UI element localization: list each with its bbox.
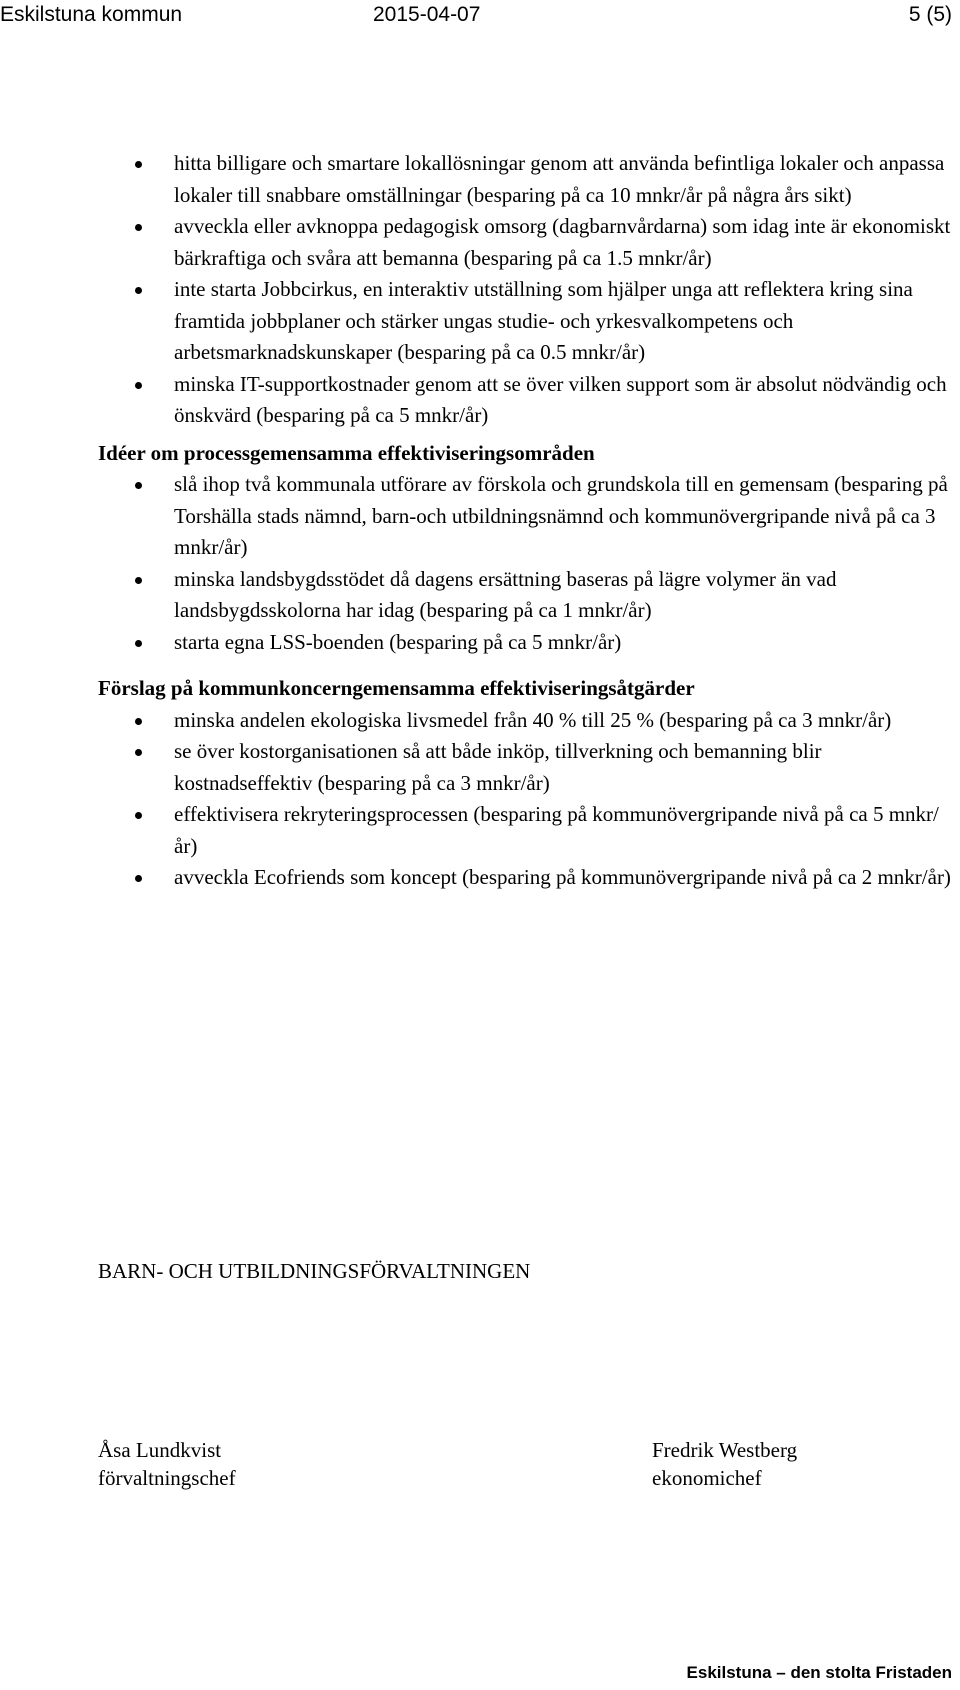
list-item: inte starta Jobbcirkus, en interaktiv utställning som hjälper unga att reflektera kring sina framtida jobbplaner och stärker ungas studie- och yrkesvalkompetens och arbetsmarknadskunskaper (besparing på ca 0.5 mnkr/år) <box>98 274 960 369</box>
list-item: minska landsbygdsstödet då dagens ersättning baseras på lägre volymer än vad landsbygdsskolorna har idag (besparing på ca 1 mnkr/år) <box>98 564 960 627</box>
header-page-number: 5 (5) <box>908 3 952 26</box>
signature-block-left <box>98 1436 236 1492</box>
list-item: slå ihop två kommunala utförare av förskola och grundskola till en gemensam (besparing på Torshälla stads nämnd, barn-och utbildningsnämnd och kommunövergripande nivå på ca 3 mnkr/år) <box>98 469 960 564</box>
signatory-name: Åsa Lundkvist <box>98 1438 222 1462</box>
header-organization: Eskilstuna kommun <box>0 3 183 26</box>
intro-bullet-list <box>98 148 960 432</box>
list-item: hitta billigare och smartare lokallösningar genom att använda befintliga lokaler och anpassa lokaler till snabbare omställningar (besparing på ca 10 mnkr/år på några års sikt) <box>98 148 960 211</box>
signatory-name: Fredrik Westberg <box>652 1438 798 1462</box>
signatory-title: ekonomichef <box>652 1466 762 1490</box>
header-date: 2015-04-07 <box>373 3 481 26</box>
document-body <box>98 148 960 894</box>
signatory-title: förvaltningschef <box>98 1466 236 1490</box>
list-item: se över kostorganisationen så att både inköp, tillverkning och bemanning blir kostnadseffektiv (besparing på ca 3 mnkr/år) <box>98 736 960 799</box>
list-item: avveckla eller avknoppa pedagogisk omsorg (dagbarnvårdarna) som idag inte är ekonomiskt bärkraftiga och svåra att bemanna (besparing på ca 1.5 mnkr/år) <box>98 211 960 274</box>
department-name: BARN- OCH UTBILDNINGSFÖRVALTNINGEN <box>98 1259 531 1283</box>
list-item: minska andelen ekologiska livsmedel från 40 % till 25 % (besparing på ca 3 mnkr/år) <box>98 705 960 737</box>
list-item: minska IT-supportkostnader genom att se över vilken support som är absolut nödvändig och önskvärd (besparing på ca 5 mnkr/år) <box>98 369 960 432</box>
process-ideas-bullet-list <box>98 469 960 658</box>
group-measures-bullet-list <box>98 705 960 894</box>
spacer <box>98 658 960 673</box>
list-item: starta egna LSS-boenden (besparing på ca 5 mnkr/år) <box>98 627 960 659</box>
section-heading-group-measures: Förslag på kommunkoncerngemensamma effektiviseringsåtgärder <box>98 676 695 700</box>
page-header <box>0 2 952 28</box>
list-item: effektivisera rekryteringsprocessen (besparing på kommunövergripande nivå på ca 5 mnkr/år) <box>98 799 960 862</box>
section-heading-process-ideas: Idéer om processgemensamma effektiviseringsområden <box>98 440 595 465</box>
list-item: avveckla Ecofriends som koncept (besparing på kommunövergripande nivå på ca 2 mnkr/år) <box>98 862 960 894</box>
signature-block-right <box>652 1436 797 1492</box>
footer-slogan: Eskilstuna – den stolta Fristaden <box>686 1663 952 1682</box>
